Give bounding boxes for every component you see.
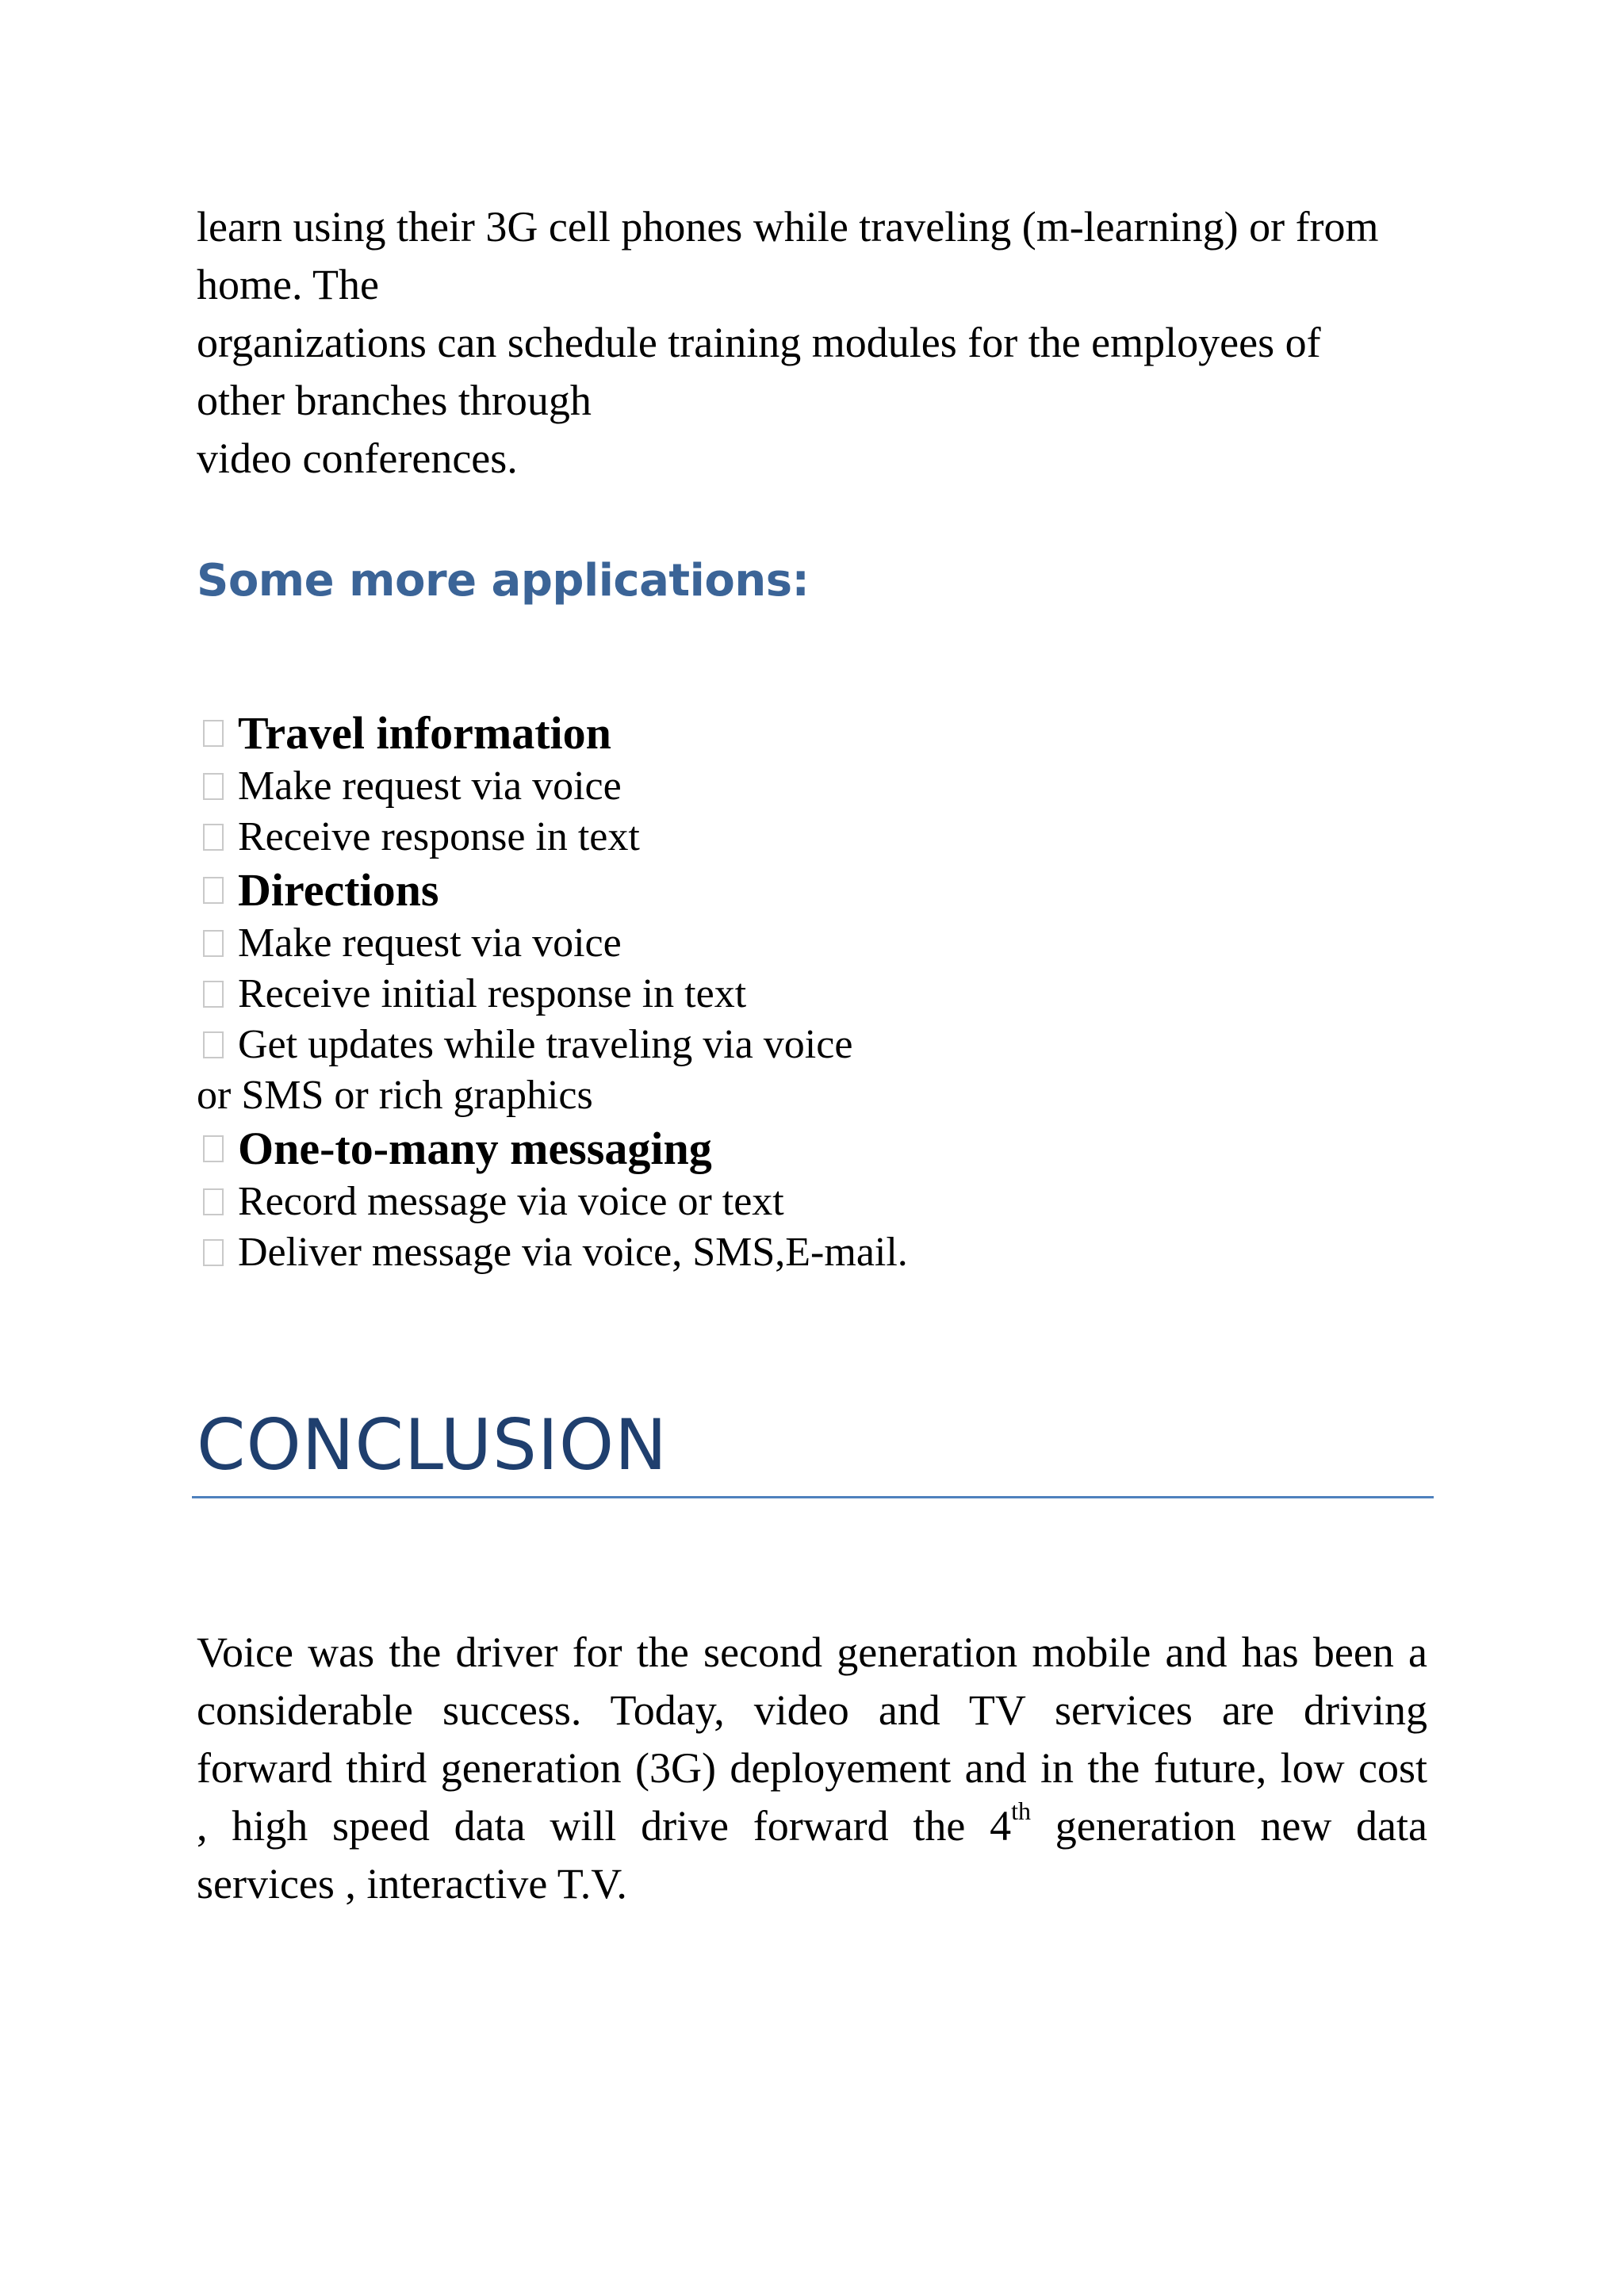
conclusion-line: considerable success. Today, video and TV services are driving (197, 1686, 1427, 1734)
bullet-box-icon (203, 877, 224, 904)
bullet-box-icon (203, 1188, 224, 1215)
list-item (197, 969, 1434, 1020)
bullet-box-icon (203, 981, 224, 1008)
list-item (197, 1070, 1434, 1121)
conclusion-line: Voice was the driver for the second generation mobile and has been a (197, 1628, 1427, 1676)
bullet-box-icon (203, 1239, 224, 1266)
conclusion-line (197, 1797, 1427, 1855)
bullet-box-icon (203, 1031, 224, 1058)
applications-list (197, 706, 1434, 1278)
intro-line: home. The (197, 261, 379, 308)
list-item-text: Get updates while traveling via voice (238, 1022, 853, 1067)
list-item (197, 1177, 1434, 1227)
list-item-text: or SMS or rich graphics (197, 1073, 593, 1118)
list-item-text: Directions (238, 864, 439, 916)
list-item-text: Make request via voice (238, 763, 622, 809)
list-item-text: Make request via voice (238, 920, 622, 966)
conclusion-line: forward third generation (3G) deployement and in the future, low cost (197, 1744, 1427, 1792)
list-item-text: Record message via voice or text (238, 1179, 784, 1224)
conclusion-line: services , interactive T.V. (197, 1860, 627, 1908)
applications-heading: Some more applications: (197, 555, 810, 607)
list-item (197, 1020, 1434, 1070)
list-item (197, 761, 1434, 812)
intro-line: learn using their 3G cell phones while traveling (m-learning) or from (197, 203, 1379, 251)
list-item-text: One-to-many messaging (238, 1123, 712, 1174)
list-heading-item (197, 863, 1434, 918)
intro-line: video conferences. (197, 434, 518, 482)
heading-underline (192, 1496, 1434, 1498)
conclusion-text: , high speed data will drive forward the 4 (197, 1802, 1012, 1850)
list-heading-item (197, 1121, 1434, 1177)
conclusion-text: generation new data (1031, 1802, 1427, 1850)
ordinal-superscript: th (1011, 1797, 1031, 1825)
list-item (197, 918, 1434, 969)
list-item-text: Travel information (238, 707, 611, 759)
list-heading-item (197, 706, 1434, 761)
intro-line: organizations can schedule training modules for the employees of (197, 319, 1321, 366)
bullet-box-icon (203, 824, 224, 851)
conclusion-paragraph (197, 1624, 1427, 1913)
list-item (197, 1227, 1434, 1278)
bullet-box-icon (203, 773, 224, 800)
intro-paragraph (197, 198, 1434, 488)
list-item-text: Receive response in text (238, 814, 640, 859)
intro-line: other branches through (197, 377, 592, 424)
list-item (197, 812, 1434, 863)
bullet-box-icon (203, 1135, 224, 1162)
list-item-text: Deliver message via voice, SMS,E-mail. (238, 1230, 908, 1275)
bullet-box-icon (203, 930, 224, 957)
conclusion-heading: CONCLUSION (197, 1404, 668, 1486)
bullet-box-icon (203, 720, 224, 747)
list-item-text: Receive initial response in text (238, 971, 747, 1016)
